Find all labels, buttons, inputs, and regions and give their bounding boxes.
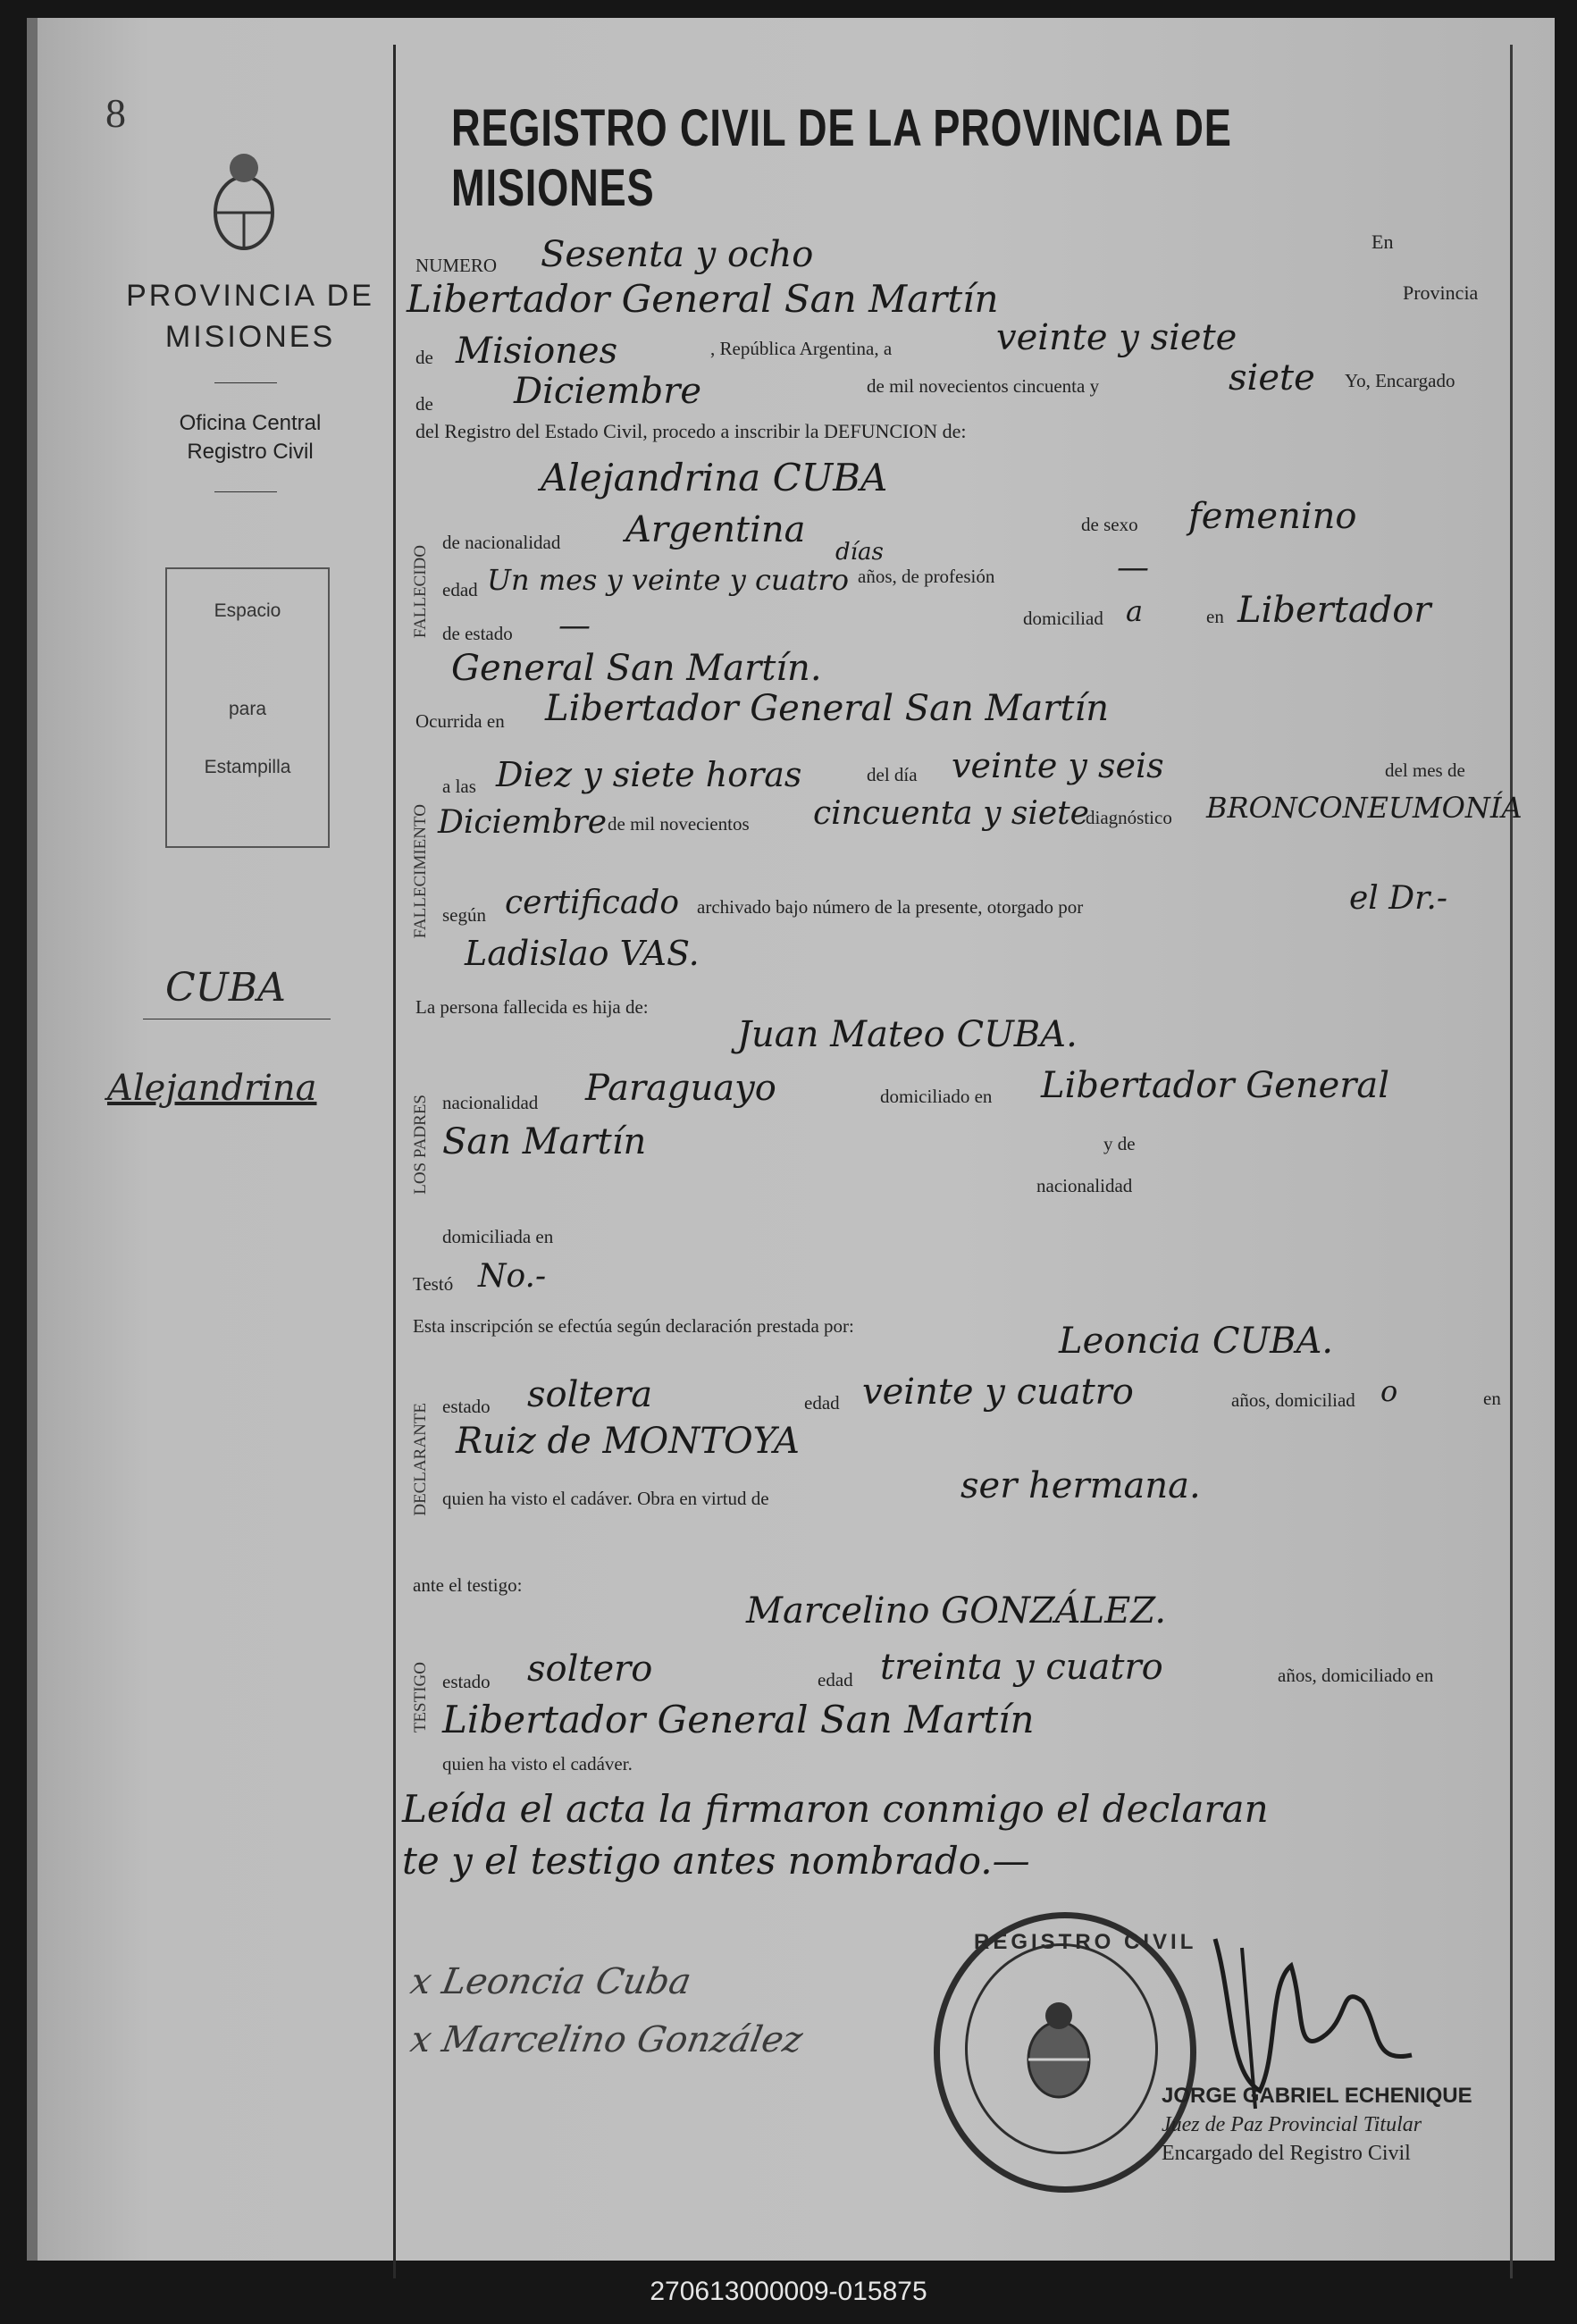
side-label-fallecimiento: FALLECIMIENTO xyxy=(411,804,430,939)
declarante-estado-label: estado xyxy=(442,1396,491,1417)
diagnostico-value: BRONCONEUMONÍA xyxy=(1206,791,1522,825)
virtud-value: ser hermana. xyxy=(960,1465,1201,1506)
padre-nacionalidad-label: nacionalidad xyxy=(442,1092,539,1113)
cadaver-label: quien ha visto el cadáver. Obra en virtud de xyxy=(442,1488,769,1509)
signature-testigo: x Marcelino González xyxy=(407,2019,806,2060)
judge-stamp xyxy=(1162,2082,1472,2168)
testigo-edad: treinta y cuatro xyxy=(880,1647,1163,1688)
seal-coat-of-arms-icon xyxy=(1019,1993,1099,2109)
signature-declarante: x Leoncia Cuba xyxy=(407,1961,694,2002)
closing-line-1: Leída el acta la firmaron conmigo el declaran xyxy=(402,1787,1269,1831)
province-line-1: PROVINCIA DE xyxy=(126,279,374,313)
archivado-label: archivado bajo número de la presente, otorgado por xyxy=(697,896,1084,918)
dia-fallecimiento: veinte y seis xyxy=(952,746,1164,785)
seal-text: REGISTRO CIVIL xyxy=(974,1930,1197,1954)
divider xyxy=(214,491,277,492)
lugar-value: Libertador General San Martín xyxy=(407,277,999,321)
judge-title: Juez de Paz Provincial Titular xyxy=(1162,2113,1422,2136)
deldia-label: del día xyxy=(867,764,918,785)
testigo-nombre: Marcelino GONZÁLEZ. xyxy=(746,1590,1167,1632)
numero-label: NUMERO xyxy=(415,255,498,276)
binding-spine xyxy=(27,18,38,2261)
divider xyxy=(214,382,277,383)
stamp-box xyxy=(165,567,330,848)
testigo-domicilio: Libertador General San Martín xyxy=(442,1698,1035,1741)
de-label: de xyxy=(415,347,433,368)
stamp-box-line-2: para xyxy=(228,699,267,719)
sexo-value: femenino xyxy=(1188,496,1357,537)
padre-domicilio-label: domiciliado en xyxy=(880,1086,993,1107)
anio-fallecimiento: cincuenta y siete xyxy=(813,795,1089,832)
testigo-estado: soltero xyxy=(527,1649,653,1690)
testigo-anios-label: años, domiciliado en xyxy=(1278,1665,1434,1686)
provincia-value: Misiones xyxy=(456,331,618,372)
padre-nacionalidad: Paraguayo xyxy=(585,1068,776,1109)
profesion-value: — xyxy=(1117,550,1149,586)
anio-value: siete xyxy=(1229,357,1315,399)
page-number: 8 xyxy=(105,90,126,136)
fallecido-nombre: Alejandrina CUBA xyxy=(541,456,888,499)
mes-fallecimiento: Diciembre xyxy=(438,804,608,841)
estado-value: — xyxy=(558,608,591,644)
edad-label: edad xyxy=(442,579,478,600)
judge-name: JORGE GABRIEL ECHENIQUE xyxy=(1162,2084,1472,2108)
province-line-2: MISIONES xyxy=(164,320,336,354)
republica-label: , República Argentina, a xyxy=(710,338,893,359)
hija-label: La persona fallecida es hija de: xyxy=(415,996,649,1018)
yo-label: Yo, Encargado xyxy=(1345,370,1455,391)
padre-domicilio-1: Libertador General xyxy=(1041,1065,1390,1106)
nacionalidad-label: de nacionalidad xyxy=(442,532,561,553)
office-line-1: Oficina Central xyxy=(179,411,322,435)
mes-value: Diciembre xyxy=(514,371,702,412)
testigo-label: ante el testigo: xyxy=(413,1574,523,1596)
testigo-estado-label: estado xyxy=(442,1671,491,1692)
madre-domicilio-label: domiciliada en xyxy=(442,1226,554,1247)
milnov-label: de mil novecientos xyxy=(608,813,750,835)
declarante-dom-suffix: o xyxy=(1380,1374,1398,1408)
dias-word: días xyxy=(835,539,884,566)
domicilio-value-2: General San Martín. xyxy=(451,648,822,689)
ocurrida-value: Libertador General San Martín xyxy=(545,688,1110,729)
declarante-domicilio: Ruiz de MONTOYA xyxy=(456,1421,800,1462)
page-title: REGISTRO CIVIL DE LA PROVINCIA DE MISIONES xyxy=(451,99,1232,217)
right-border-line xyxy=(1510,45,1513,2278)
testigo-cadaver-label: quien ha visto el cadáver. xyxy=(442,1753,633,1774)
edad-value: Un mes y veinte y cuatro xyxy=(487,563,849,597)
office-heading xyxy=(134,409,366,466)
intro-text: del Registro del Estado Civil, procedo a inscribir la DEFUNCION de: xyxy=(415,420,967,442)
margin-divider-line xyxy=(393,45,396,2278)
segun-label: según xyxy=(442,904,486,926)
domiciliado-suffix: a xyxy=(1126,594,1144,628)
declarante-nombre: Leoncia CUBA. xyxy=(1059,1321,1334,1362)
testigo-edad-label: edad xyxy=(818,1669,853,1691)
declarante-edad: veinte y cuatro xyxy=(862,1372,1134,1413)
padre-domicilio-2: San Martín xyxy=(442,1121,647,1162)
delmes-label: del mes de xyxy=(1385,759,1465,781)
sexo-label: de sexo xyxy=(1081,514,1138,535)
margin-surname: CUBA xyxy=(165,965,286,1011)
madre-nacionalidad-label: nacionalidad xyxy=(1036,1175,1133,1196)
medico-value: Ladislao VAS. xyxy=(465,934,700,973)
document-id: 270613000009-015875 xyxy=(650,2277,927,2306)
domicilio-value-1: Libertador xyxy=(1237,590,1431,631)
segun-value: certificado xyxy=(505,885,680,921)
ocurrida-label: Ocurrida en xyxy=(415,710,505,732)
stamp-box-line-1: Espacio xyxy=(214,600,281,621)
province-heading xyxy=(112,275,389,357)
anios-profesion-label: años, de profesión xyxy=(858,566,995,587)
side-label-padres: LOS PADRES xyxy=(411,1095,430,1195)
judge-role: Encargado del Registro Civil xyxy=(1162,2142,1411,2165)
provincia-label: Provincia xyxy=(1403,281,1479,304)
stamp-box-line-3: Estampilla xyxy=(204,757,291,777)
coat-of-arms-icon xyxy=(204,143,284,259)
declarante-en-label: en xyxy=(1483,1388,1501,1409)
side-label-declarante: DECLARANTE xyxy=(411,1403,430,1516)
nacionalidad-value: Argentina xyxy=(625,509,806,550)
declarante-estado: soltera xyxy=(527,1374,653,1415)
estado-label: de estado xyxy=(442,623,513,644)
declarante-edad-label: edad xyxy=(804,1392,840,1414)
side-label-fallecido: FALLECIDO xyxy=(411,545,430,639)
office-line-2: Registro Civil xyxy=(187,440,314,464)
declaracion-label: Esta inscripción se efectúa según declaración prestada por: xyxy=(413,1315,854,1337)
diagnostico-label: diagnóstico xyxy=(1086,807,1172,828)
padre-nombre: Juan Mateo CUBA. xyxy=(737,1014,1078,1055)
closing-line-2: te y el testigo antes nombrado.— xyxy=(402,1839,1030,1883)
de-label-2: de xyxy=(415,393,433,415)
hora-value: Diez y siete horas xyxy=(496,755,802,794)
side-label-testigo: TESTIGO xyxy=(411,1662,430,1733)
anio-label: de mil novecientos cincuenta y xyxy=(867,375,1100,397)
numero-value: Sesenta y ocho xyxy=(541,234,814,275)
otorgado-value: el Dr.- xyxy=(1349,880,1447,917)
dia-value: veinte y siete xyxy=(996,317,1237,358)
testo-label: Testó xyxy=(413,1273,454,1295)
alas-label: a las xyxy=(442,776,476,797)
testo-value: No.- xyxy=(478,1258,547,1295)
declarante-anios-label: años, domiciliad xyxy=(1231,1389,1355,1411)
en-label-2: en xyxy=(1206,606,1224,627)
margin-given-name: Alejandrina xyxy=(107,1068,317,1109)
en-label: En xyxy=(1371,231,1394,253)
yde-label: y de xyxy=(1103,1133,1136,1154)
domiciliado-label: domiciliad xyxy=(1023,608,1103,629)
